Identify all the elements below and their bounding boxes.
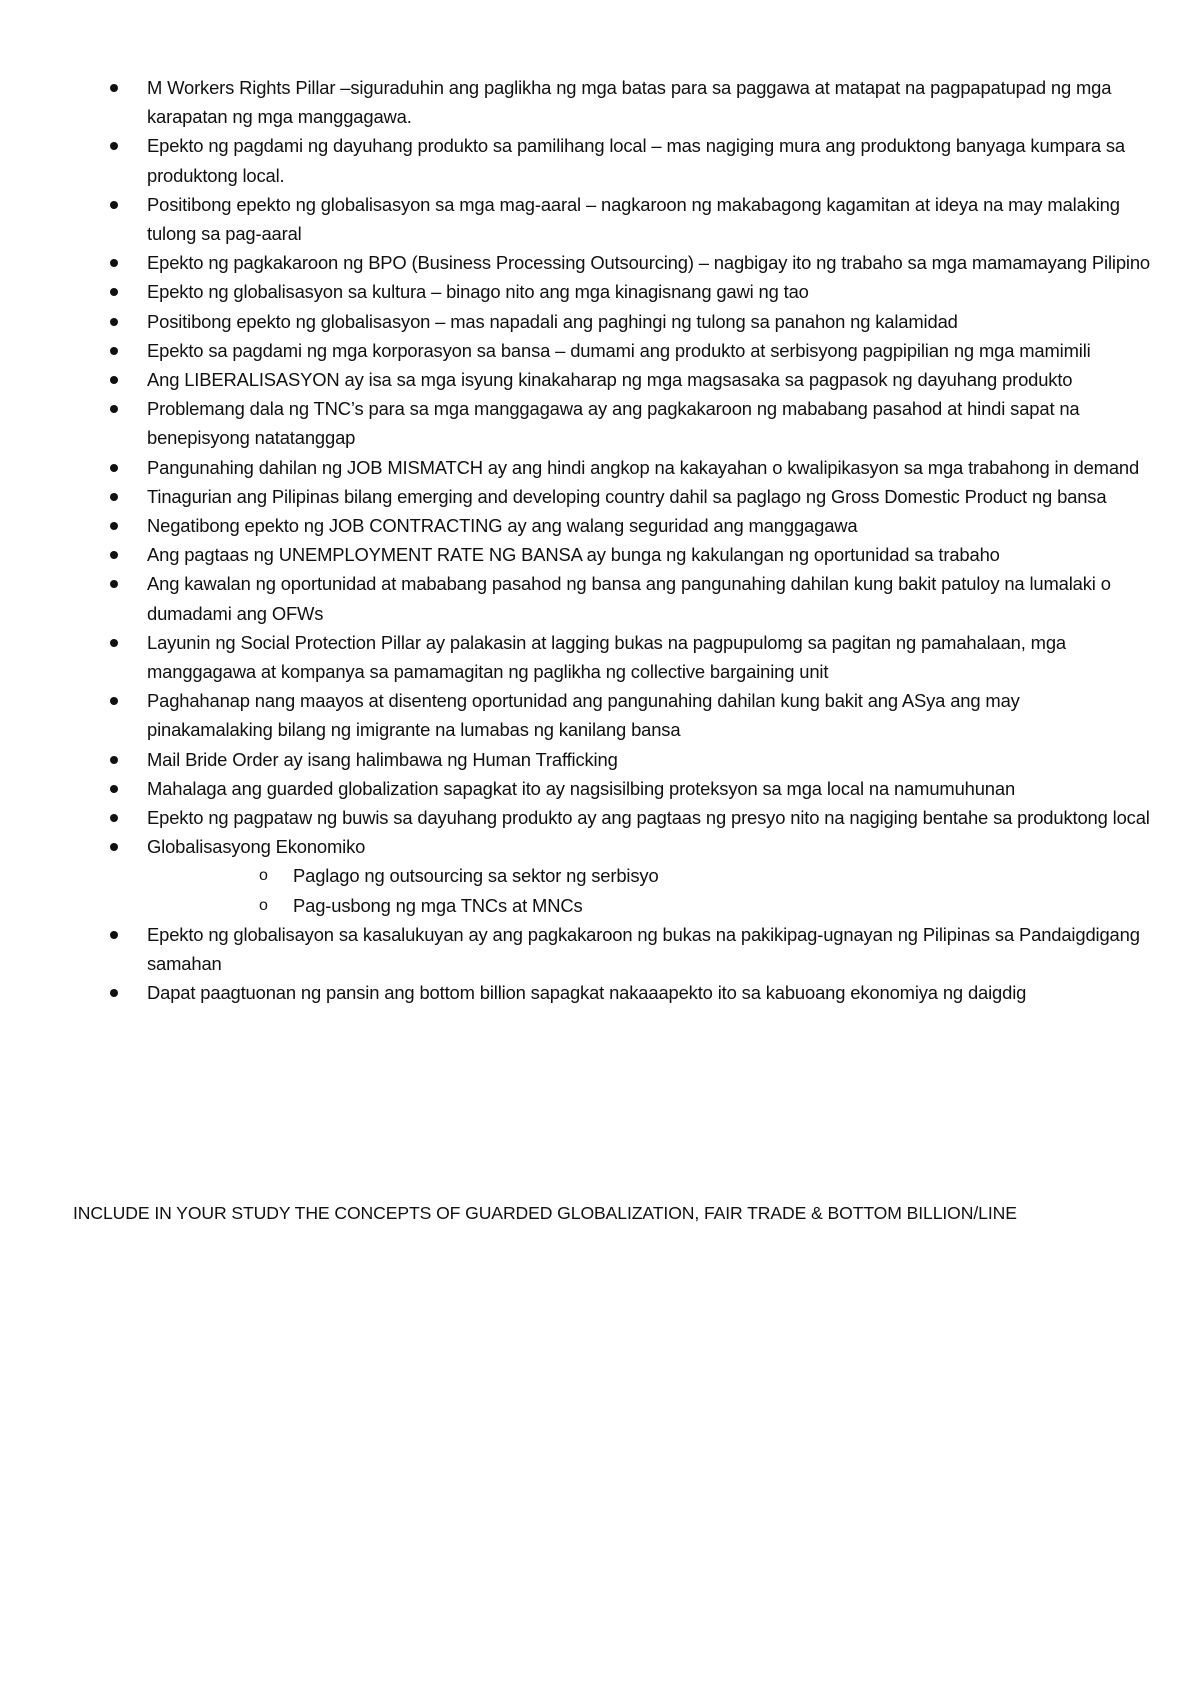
bullet-icon bbox=[110, 405, 118, 413]
list-item-text: Positibong epekto ng globalisasyon – mas napadali ang paghingi ng tulong sa panahon ng kalamidad bbox=[147, 310, 958, 332]
list-item bbox=[110, 511, 1150, 540]
list-item-text: Epekto ng pagpataw ng buwis sa dayuhang produkto ay ang pagtaas ng presyo nito na nagiging bentahe sa produktong local bbox=[147, 807, 1150, 829]
sub-list-item bbox=[147, 891, 1150, 920]
list-item-text: Epekto ng globalisasyon sa kultura – binago nito ang mga kinagisnang gawi ng tao bbox=[147, 281, 809, 303]
list-item bbox=[110, 394, 1150, 452]
bullet-icon bbox=[110, 756, 118, 764]
list-item-text: Tinagurian ang Pilipinas bilang emerging and developing country dahil sa paglago ng Gross Domestic Product ng bansa bbox=[147, 485, 1107, 507]
list-item-text: Epekto ng globalisayon sa kasalukuyan ay ang pagkakaroon ng bukas na pakikipag-ugnayan ng Pilipinas sa Pandaigdigang samahan bbox=[147, 923, 1140, 975]
list-item-text: Positibong epekto ng globalisasyon sa mga mag-aaral – nagkaroon ng makabagong kagamitan at ideya na may malaking tulong sa pag-aaral bbox=[147, 193, 1120, 245]
list-item-text: Negatibong epekto ng JOB CONTRACTING ay ang walang seguridad ang manggagawa bbox=[147, 515, 858, 537]
bullet-icon bbox=[110, 931, 118, 939]
bullet-icon bbox=[110, 785, 118, 793]
bullet-icon bbox=[110, 84, 118, 92]
bullet-icon bbox=[110, 697, 118, 705]
document-body bbox=[110, 73, 1150, 1008]
list-item-text: Ang pagtaas ng UNEMPLOYMENT RATE NG BANSA ay bunga ng kakulangan ng oportunidad sa trabaho bbox=[147, 544, 1000, 566]
bullet-icon bbox=[110, 259, 118, 267]
list-item bbox=[110, 628, 1150, 686]
list-item bbox=[110, 365, 1150, 394]
bullet-icon bbox=[110, 814, 118, 822]
list-item bbox=[110, 307, 1150, 336]
list-item bbox=[110, 482, 1150, 511]
list-item-text: Ang LIBERALISASYON ay isa sa mga isyung kinakaharap ng mga magsasaka sa pagpasok ng dayuhang produkto bbox=[147, 369, 1073, 391]
list-item bbox=[110, 336, 1150, 365]
list-item-text: Problemang dala ng TNC’s para sa mga manggagawa ay ang pagkakaroon ng mababang pasahod at hindi sapat na benepisyong natatanggap bbox=[147, 398, 1080, 449]
bullet-icon bbox=[110, 318, 118, 326]
bullet-icon bbox=[110, 580, 118, 588]
list-item bbox=[110, 774, 1150, 803]
bullet-icon bbox=[110, 639, 118, 647]
bullet-icon bbox=[110, 551, 118, 559]
bullet-icon bbox=[110, 989, 118, 997]
bullet-icon bbox=[110, 347, 118, 355]
list-item-text: Layunin ng Social Protection Pillar ay palakasin at lagging bukas na pagpupulomg sa pagitan ng pamahalaan, mga manggagawa at kompanya sa pamamagitan ng paglikha ng collective bargaining unit bbox=[147, 631, 1066, 683]
bullet-icon bbox=[110, 464, 118, 472]
list-item bbox=[110, 745, 1150, 774]
list-item-text: M Workers Rights Pillar –siguraduhin ang paglikha ng mga batas para sa paggawa at matapat na pagpapatupad ng mga karapatan ng mga manggagawa. bbox=[147, 77, 1112, 128]
list-item-text: Mahalaga ang guarded globalization sapagkat ito ay nagsisilbing proteksyon sa mga local na namumuhunan bbox=[147, 777, 1016, 799]
list-item bbox=[110, 540, 1150, 569]
list-item-text: Epekto ng pagkakaroon ng BPO (Business Processing Outsourcing) – nagbigay ito ng trabaho sa mga mamamayang Pilipino bbox=[147, 252, 1150, 274]
bullet-icon bbox=[110, 142, 118, 150]
list-item-text: Ang kawalan ng oportunidad at mababang pasahod ng bansa ang pangunahing dahilan kung bakit patuloy na lumalaki o dumadami ang OFWs bbox=[147, 573, 1111, 624]
list-item-text: Epekto sa pagdami ng mga korporasyon sa bansa – dumami ang produkto at serbisyong pagpipilian ng mga mamimili bbox=[147, 339, 1091, 361]
list-item bbox=[110, 190, 1150, 248]
list-item-text: Pangunahing dahilan ng JOB MISMATCH ay ang hindi angkop na kakayahan o kwalipikasyon sa mga trabahong in demand bbox=[147, 456, 1140, 478]
sub-list-item-text: Paglago ng outsourcing sa sektor ng serbisyo bbox=[293, 865, 659, 887]
bullet-icon bbox=[110, 522, 118, 530]
list-item bbox=[110, 453, 1150, 482]
bullet-icon bbox=[110, 288, 118, 296]
list-item bbox=[110, 569, 1150, 627]
bullet-icon bbox=[110, 376, 118, 384]
sub-bullet-marker: o bbox=[259, 896, 268, 914]
bullet-icon bbox=[110, 493, 118, 501]
list-item-text: Epekto ng pagdami ng dayuhang produkto sa pamilihang local – mas nagiging mura ang produktong banyaga kumpara sa produktong local. bbox=[147, 135, 1125, 186]
list-item-text: Mail Bride Order ay isang halimbawa ng Human Trafficking bbox=[147, 748, 618, 770]
sub-list-item bbox=[147, 861, 1150, 890]
list-item bbox=[110, 277, 1150, 306]
list-item bbox=[110, 803, 1150, 832]
sub-bullet-marker: o bbox=[259, 867, 268, 885]
bullet-icon bbox=[110, 201, 118, 209]
sub-list bbox=[147, 861, 1150, 919]
list-item bbox=[110, 131, 1150, 189]
list-item bbox=[110, 978, 1150, 1007]
list-item bbox=[110, 686, 1150, 744]
list-item-text: Paghahanap nang maayos at disenteng oportunidad ang pangunahing dahilan kung bakit ang ASya ang may pinakamalaking bilang ng imigrante na lumabas ng kanilang bansa bbox=[147, 690, 1020, 741]
list-item bbox=[110, 832, 1150, 920]
bullet-icon bbox=[110, 843, 118, 851]
list-item-text: Globalisasyong Ekonomiko bbox=[147, 836, 366, 858]
sub-list-item-text: Pag-usbong ng mga TNCs at MNCs bbox=[293, 894, 583, 916]
bullet-list bbox=[110, 73, 1150, 1008]
list-item bbox=[110, 920, 1150, 978]
list-item bbox=[110, 248, 1150, 277]
list-item bbox=[110, 73, 1150, 131]
study-note: INCLUDE IN YOUR STUDY THE CONCEPTS OF GUARDED GLOBALIZATION, FAIR TRADE & BOTTOM BILLION/LINE bbox=[73, 1203, 1017, 1223]
list-item-text: Dapat paagtuonan ng pansin ang bottom billion sapagkat nakaaapekto ito sa kabuoang ekonomiya ng daigdig bbox=[147, 982, 1027, 1004]
